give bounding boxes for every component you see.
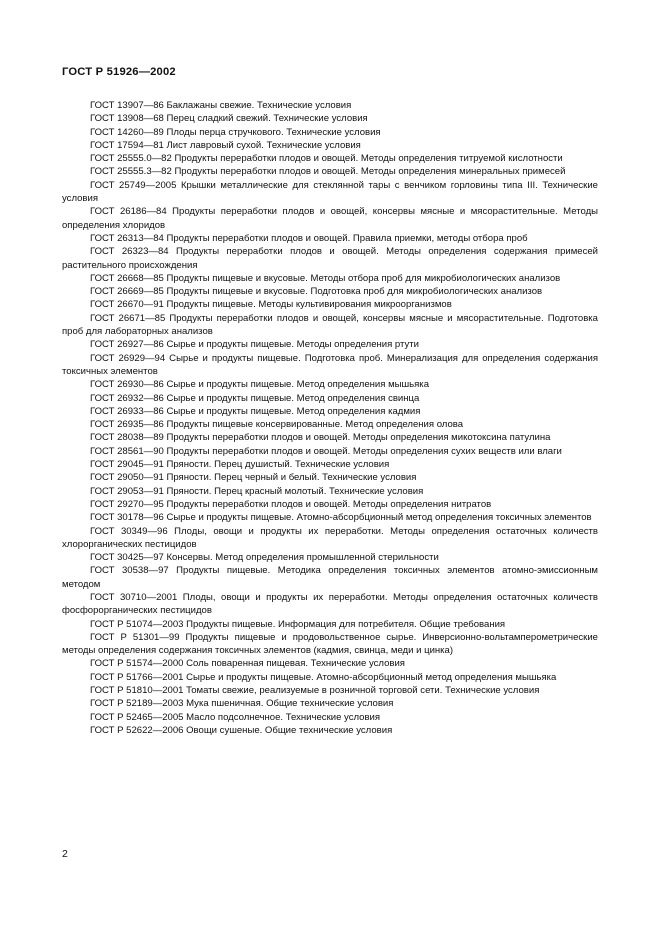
reference-entry: ГОСТ 28038—89 Продукты переработки плодов и овощей. Методы определения микотоксина патулина <box>90 432 551 444</box>
reference-entry: ГОСТ Р 51766—2001 Сырье и продукты пищевые. Атомно-абсорбционный метод определения мышьяка <box>90 671 557 683</box>
page-number: 2 <box>62 848 68 860</box>
reference-entry: ГОСТ 29270—95 Продукты переработки плодов и овощей. Методы определения нитратов <box>90 498 492 510</box>
reference-entry: ГОСТ 26669—85 Продукты пищевые и вкусовые. Подготовка проб для микробиологических анализов <box>90 286 543 298</box>
reference-entry: ГОСТ 26186—84 Продукты переработки плодов и овощей, консервы мясные и мясорастительные. Методы определения хлоридов <box>62 206 598 231</box>
reference-entry: ГОСТ 13908—68 Перец сладкий свежий. Технические условия <box>90 113 368 125</box>
reference-entry: ГОСТ 26313—84 Продукты переработки плодов и овощей. Правила приемки, методы отбора проб <box>90 232 528 244</box>
reference-entry: ГОСТ 25555.0—82 Продукты переработки плодов и овощей. Методы определения титруемой кислотности <box>90 153 563 165</box>
reference-entry: ГОСТ 25749—2005 Крышки металлические для стеклянной тары с венчиком горловины типа III. Технические условия <box>62 179 598 205</box>
reference-entry: ГОСТ 28561—90 Продукты переработки плодов и овощей. Методы определения сухих веществ или влаги <box>90 445 562 457</box>
document-header: ГОСТ Р 51926—2002 <box>62 66 176 78</box>
reference-entry: ГОСТ 14260—89 Плоды перца стручкового. Технические условия <box>90 126 381 138</box>
reference-entry: ГОСТ 13907—86 Баклажаны свежие. Технические условия <box>90 100 352 111</box>
reference-entry: ГОСТ 30178—96 Сырье и продукты пищевые. Атомно-абсорбционный метод определения токсичных элементов <box>90 512 592 524</box>
reference-entry: ГОСТ 17594—81 Лист лавровый сухой. Технические условия <box>90 139 361 151</box>
references-list <box>62 99 598 737</box>
reference-entry: ГОСТ Р 51074—2003 Продукты пищевые. Информация для потребителя. Общие требования <box>90 618 506 630</box>
reference-entry: ГОСТ 26671—85 Продукты переработки плодов и овощей, консервы мясные и мясорастительные. Подготовка проб для лабораторных анализов <box>62 312 598 338</box>
reference-entry: ГОСТ 25555.3—82 Продукты переработки плодов и овощей. Методы определения минеральных примесей <box>90 166 566 178</box>
reference-entry: ГОСТ 26933—86 Сырье и продукты пищевые. Метод определения кадмия <box>90 405 421 417</box>
reference-entry: ГОСТ Р 52465—2005 Масло подсолнечное. Технические условия <box>90 711 381 723</box>
reference-entry: ГОСТ 26930—86 Сырье и продукты пищевые. Метод определения мышьяка <box>90 379 429 391</box>
reference-entry: ГОСТ 30349—96 Плоды, овощи и продукты их переработки. Методы определения остаточных количеств хлорорганических пестицидов <box>62 525 598 550</box>
reference-entry: ГОСТ 26323—84 Продукты переработки плодов и овощей. Методы определения содержания примесей растительного происхождения <box>62 246 598 271</box>
reference-entry: ГОСТ 30538—97 Продукты пищевые. Методика определения токсичных элементов атомно-эмиссионным методом <box>62 565 598 590</box>
reference-entry: ГОСТ 30710—2001 Плоды, овощи и продукты их переработки. Методы определения остаточных количеств фосфорорганических пестицидов <box>62 591 598 617</box>
reference-entry: ГОСТ Р 51301—99 Продукты пищевые и продовольственное сырье. Инверсионно-вольтамперометрические методы определения содержания токсичных элементов (кадмия, свинца, меди и цинка) <box>62 631 598 657</box>
reference-entry: ГОСТ 30425—97 Консервы. Метод определения промышленной стерильности <box>90 552 439 564</box>
reference-entry: ГОСТ 26932—86 Сырье и продукты пищевые. Метод определения свинца <box>90 392 420 404</box>
reference-entry: ГОСТ 26927—86 Сырье и продукты пищевые. Методы определения ртути <box>90 339 419 351</box>
reference-entry: ГОСТ 26929—94 Сырье и продукты пищевые. Подготовка проб. Минерализация для определения содержания токсичных элементов <box>62 352 598 377</box>
reference-entry: ГОСТ Р 51810—2001 Томаты свежие, реализуемые в розничной торговой сети. Технические условия <box>90 685 540 697</box>
reference-entry: ГОСТ Р 52622—2006 Овощи сушеные. Общие технические условия <box>90 724 393 736</box>
reference-entry: ГОСТ 29053—91 Пряности. Перец красный молотый. Технические условия <box>90 485 424 497</box>
reference-entry: ГОСТ Р 52189—2003 Мука пшеничная. Общие технические условия <box>90 698 394 710</box>
reference-entry: ГОСТ 26935—86 Продукты пищевые консервированные. Метод определения олова <box>90 419 464 431</box>
reference-entry: ГОСТ 29045—91 Пряности. Перец душистый. Технические условия <box>90 459 390 471</box>
reference-entry: ГОСТ 26668—85 Продукты пищевые и вкусовые. Методы отбора проб для микробиологических анализов <box>90 272 561 284</box>
reference-entry: ГОСТ Р 51574—2000 Соль поваренная пищевая. Технические условия <box>90 658 405 670</box>
reference-entry: ГОСТ 29050—91 Пряности. Перец черный и белый. Технические условия <box>90 472 417 484</box>
reference-entry: ГОСТ 26670—91 Продукты пищевые. Методы культивирования микроорганизмов <box>90 299 452 311</box>
